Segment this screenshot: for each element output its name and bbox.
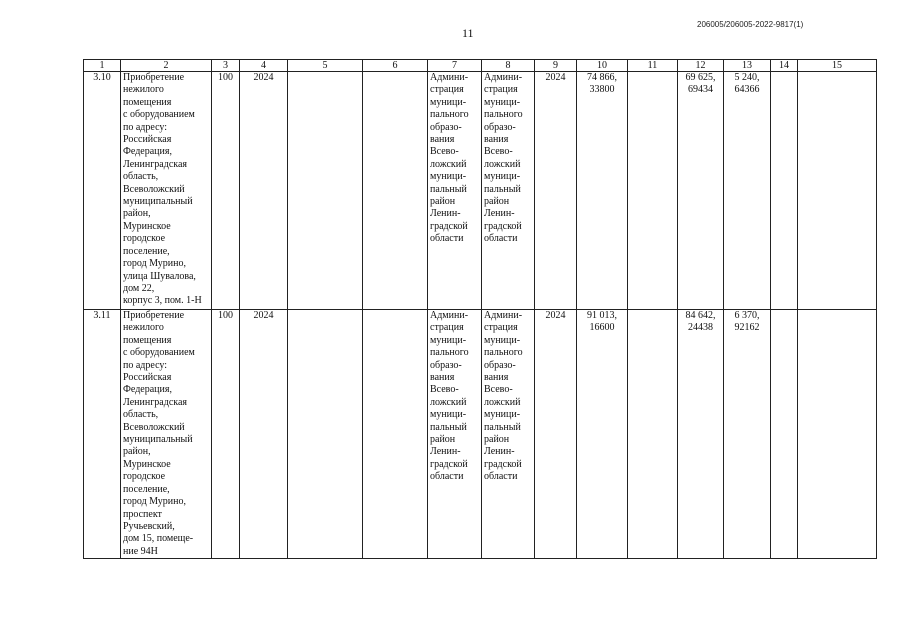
cell-col11 [628, 72, 678, 310]
cell-col13: 5 240, 64366 [724, 72, 771, 310]
cell-col9: 2024 [535, 310, 577, 559]
column-header: 3 [212, 60, 240, 72]
cell-col8: Админи- страция муници- пального образо- вания Всево- ложский муници- пальный район Ленин- градской области [482, 310, 535, 559]
register-table [83, 59, 877, 559]
column-header: 9 [535, 60, 577, 72]
cell-col11 [628, 310, 678, 559]
cell-col7: Админи- страция муници- пального образо- вания Всево- ложский муници- пальный район Ленин- градской области [428, 310, 482, 559]
cell-col6 [363, 72, 428, 310]
table-row [84, 310, 877, 559]
cell-col5 [288, 310, 363, 559]
cell-col15 [798, 72, 877, 310]
cell-col12: 69 625, 69434 [678, 72, 724, 310]
cell-col6 [363, 310, 428, 559]
row-number: 3.11 [84, 310, 121, 559]
cell-col7: Админи- страция муници- пального образо- вания Всево- ложский муници- пальный район Ленин- градской области [428, 72, 482, 310]
column-header: 13 [724, 60, 771, 72]
column-header: 12 [678, 60, 724, 72]
cell-col3: 100 [212, 72, 240, 310]
column-header: 10 [577, 60, 628, 72]
cell-col14 [771, 72, 798, 310]
cell-col14 [771, 310, 798, 559]
document-code: 206005/206005-2022-9817(1) [697, 20, 804, 29]
page-number: 11 [462, 26, 474, 40]
cell-col10: 74 866, 33800 [577, 72, 628, 310]
column-header: 7 [428, 60, 482, 72]
column-header: 15 [798, 60, 877, 72]
cell-col15 [798, 310, 877, 559]
column-header: 14 [771, 60, 798, 72]
column-header: 8 [482, 60, 535, 72]
table-row [84, 72, 877, 310]
header-row [84, 60, 877, 72]
column-header: 1 [84, 60, 121, 72]
column-header: 2 [121, 60, 212, 72]
column-header: 6 [363, 60, 428, 72]
cell-col4: 2024 [240, 310, 288, 559]
row-number: 3.10 [84, 72, 121, 310]
cell-col5 [288, 72, 363, 310]
cell-col4: 2024 [240, 72, 288, 310]
object-name: Приобретение нежилого помещения с оборудованием по адресу: Российская Федерация, Ленинградская область, Всеволожский муниципальный район, Муринское городское поселение, город Мурино, улица Шувалова, дом 22, корпус 3, пом. 1-Н [121, 72, 212, 310]
object-name: Приобретение нежилого помещения с оборудованием по адресу: Российская Федерация, Ленинградская область, Всеволожский муниципальный район, Муринское городское поселение, город Мурино, проспект Ручьевский, дом 15, помеще- ние 94Н [121, 310, 212, 559]
cell-col12: 84 642, 24438 [678, 310, 724, 559]
column-header: 11 [628, 60, 678, 72]
cell-col13: 6 370, 92162 [724, 310, 771, 559]
cell-col3: 100 [212, 310, 240, 559]
cell-col9: 2024 [535, 72, 577, 310]
cell-col8: Админи- страция муници- пального образо- вания Всево- ложский муници- пальный район Ленин- градской области [482, 72, 535, 310]
column-header: 5 [288, 60, 363, 72]
cell-col10: 91 013, 16600 [577, 310, 628, 559]
column-header: 4 [240, 60, 288, 72]
